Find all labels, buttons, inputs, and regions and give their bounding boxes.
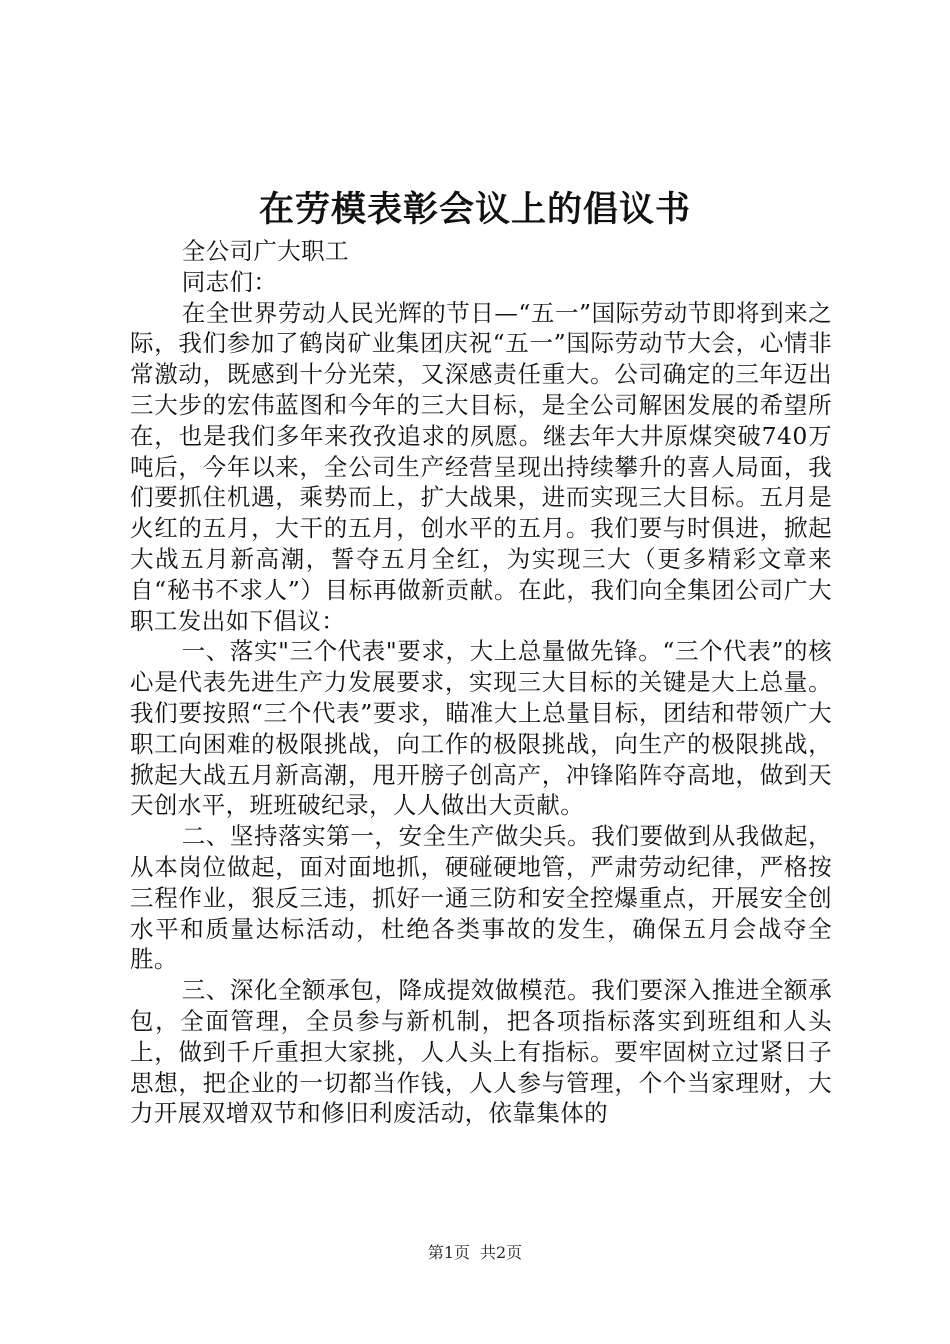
page-total: 共2页 [480,1243,523,1262]
paragraph-proposal-1: 一、落实"三个代表"要求，大上总量做先锋。“三个代表”的核心是代表先进生产力发展要求，实现三大目标的关键是大上总量。我们要按照“三个代表”要求，瞄准大上总量目标，团结和带领广大职工向困难的极限挑战，向工作的极限挑战，向生产的极限挑战，掀起大战五月新高潮，甩开膀子创高产，冲锋陷阵夺高地，做到天天创水平，班班破纪录，人人做出大贡献。 [130,637,832,820]
paragraph-proposal-3: 三、深化全额承包，降成提效做模范。我们要深入推进全额承包，全面管理，全员参与新机制，把各项指标落实到班组和人头上，做到千斤重担大家挑，人人头上有指标。要牢固树立过紧日子思想，把企业的一切都当作钱，人人参与管理，个个当家理财，大力开展双增双节和修旧利废活动，依靠集体的 [130,976,832,1128]
paragraph-intro: 在全世界劳动人民光辉的节日—“五一”国际劳动节即将到来之际，我们参加了鹤岗矿业集团庆祝“五一”国际劳动节大会，心情非常激动，既感到十分光荣，又深感责任重大。公司确定的三年迈出三大步的宏伟蓝图和今年的三大目标，是全公司解困发展的希望所在，也是我们多年来孜孜追求的夙愿。继去年大井原煤突破740万吨后，今年以来，全公司生产经营呈现出持续攀升的喜人局面，我们要抓住机遇，乘势而上，扩大战果，进而实现三大目标。五月是火红的五月，大干的五月，创水平的五月。我们要与时俱进，掀起大战五月新高潮，誓夺五月全红，为实现三大（更多精彩文章来自“秘书不求人”）目标再做新贡献。在此，我们向全集团公司广大职工发出如下倡议： [130,298,832,635]
page-footer [0,1242,950,1264]
document-body [130,236,832,1129]
document-title: 在劳模表彰会议上的倡议书 [258,189,691,230]
salutation-recipient: 全公司广大职工 [181,237,349,265]
page-number: 第1页 [427,1243,470,1262]
salutation-greeting: 同志们： [181,267,278,296]
paragraph-proposal-2: 二、坚持落实第一，安全生产做尖兵。我们要做到从我做起，从本岗位做起，面对面地抓，硬碰硬地管，严肃劳动纪律，严格按三程作业，狠反三违，抓好一通三防和安全控爆重点，开展安全创水平和质量达标活动，杜绝各类事故的发生，确保五月会战夺全胜。 [130,822,832,974]
